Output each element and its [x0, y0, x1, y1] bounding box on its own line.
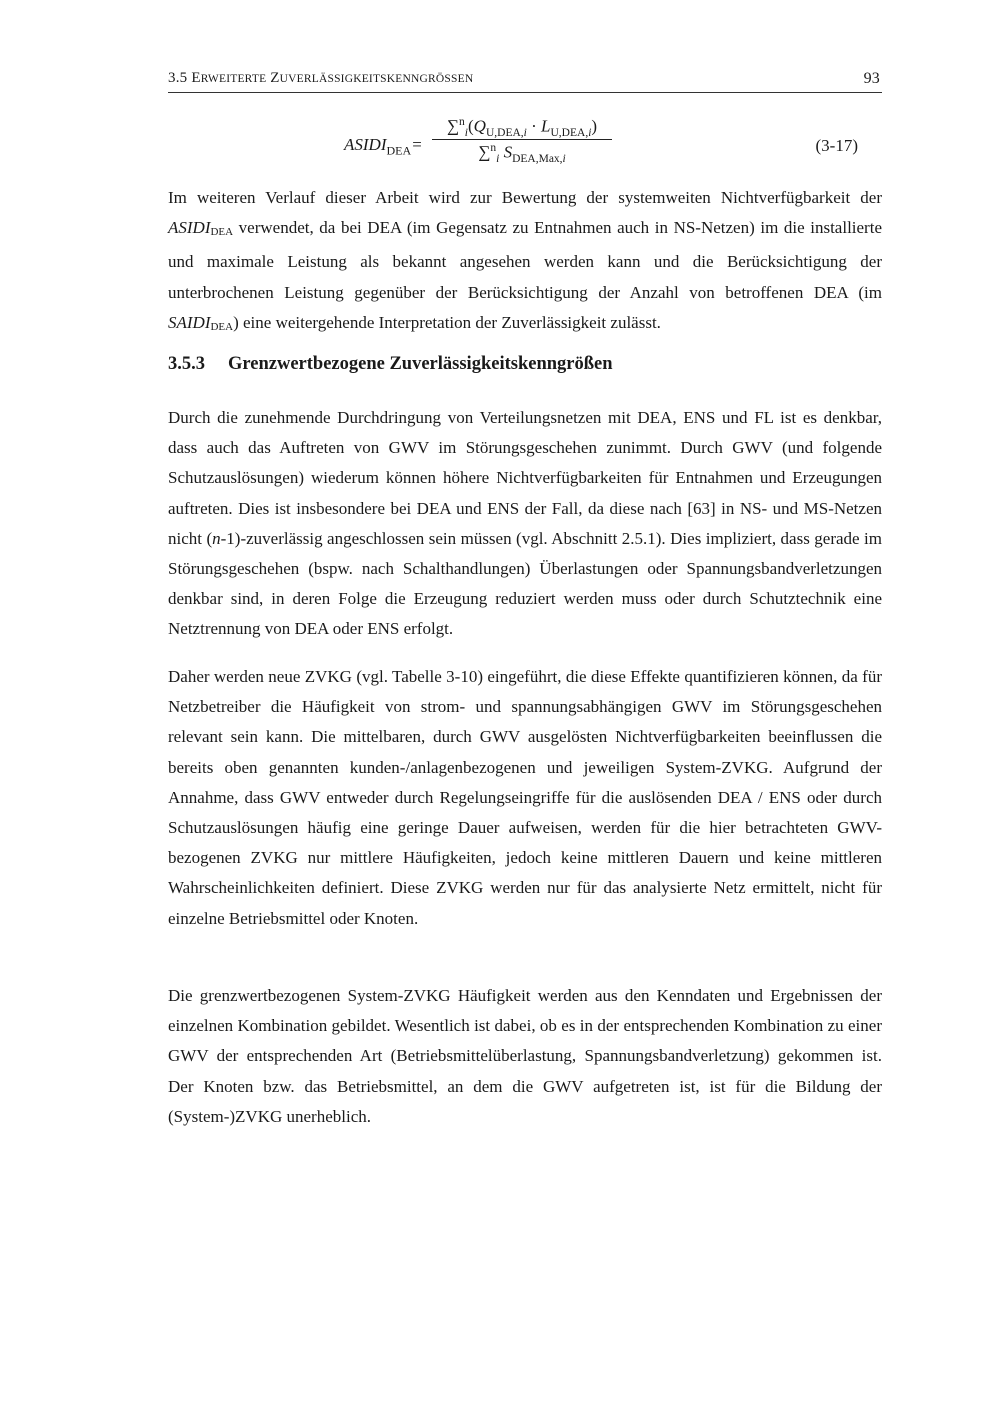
running-header: [168, 70, 882, 93]
section-number: 3.5.3: [168, 354, 205, 374]
equation-denominator: ∑$^n_i$ $S_{DEA,Max,i}$: [478, 142, 566, 166]
paragraph-asidi: Im weiteren Verlauf dieser Arbeit wird zur Bewertung der systemweiten Nichtverfügbarkeit der $ASIDI_{DEA}$ verwendet, da bei DEA (im Gegensatz zu Entnahmen auch in NS-Netzen) im die installierte und maximale Leistung als bekannt angesehen werden kann und die Berücksichtigung der unterbrochenen Leistung gegenüber der Berücksichtigung der Anzahl von betroffenen DEA (im $SAIDI_{DEA}$) eine weitergehende Interpretation der Zuverlässigkeit zulässt.: [168, 188, 882, 333]
equation-fraction: [432, 116, 612, 164]
paragraph-system-zvkg: Die grenzwertbezogenen System-ZVKG Häufigkeit werden aus den Kenndaten und Ergebnissen der einzelnen Kombination gebildet. Wesentlich ist dabei, ob es in der entsprechenden Kombination zu einer GWV der entsprechenden Art (Betriebsmittelüberlastung, Spannungsbandverletzung) gekommen ist. Der Knoten bzw. das Betriebsmittel, an dem die GWV aufgetreten ist, ist für die Bildung der (System-)ZVKG unerheblich.: [168, 986, 882, 1126]
paragraph-durchdringung: Durch die zunehmende Durchdringung von Verteilungsnetzen mit DEA, ENS und FL ist es denkbar, dass auch das Auftreten von GWV im Störungsgeschehen zunimmt. Durch GWV (und folgende Schutzauslösungen) wiederum können höhere Nichtverfügbarkeiten für Entnahmen und Erzeugungen auftreten. Dies ist insbesondere bei DEA und ENS der Fall, da diese nach [63] in NS- und MS-Netzen nicht (n-1)-zuverlässig angeschlossen sein müssen (vgl. Abschnitt 2.5.1). Dies impliziert, dass gerade im Störungsgeschehen (bspw. nach Schalthandlungen) Überlastungen oder Spannungsbandverletzungen denkbar sind, in deren Folge die Erzeugung reduziert werden muss oder durch Schutztechnik eine Netztrennung von DEA oder ENS erfolgt.: [168, 408, 882, 639]
header-title: 3.5 ERWEITERTE ZUVERLÄSSIGKEITSKENNGRÖSSEN: [168, 70, 474, 86]
equation-3-17: [168, 112, 882, 172]
section-title: Grenzwertbezogene Zuverlässigkeitskenngrößen: [228, 354, 613, 374]
equation-numerator: $\sum^n_i(Q_{U,DEA,i} \cdot L_{U,DEA,i})$: [432, 116, 612, 140]
paragraph-neue-zvkg: Daher werden neue ZVKG (vgl. Tabelle 3-10) eingeführt, die diese Effekte quantifizieren können, da für Netzbetreiber die Häufigkeit von strom- und spannungsabhängigen GWV im Störungsgeschehen relevant sein kann. Die mittelbaren, durch GWV ausgelösten Nichtverfügbarkeiten beeinflussen die bereits oben genannten kunden-/anlagenbezogenen und jeweiligen System-ZVKG. Aufgrund der Annahme, dass GWV entweder durch Regelungseingriffe für die auslösenden DEA / ENS oder durch Schutzauslösungen häufig eine geringe Dauer aufweisen, werden für die hier betrachteten GWV-bezogenen ZVKG nur mittlere Häufigkeiten, jedoch keine mittleren Dauern und keine mittleren Wahrscheinlichkeiten definiert. Diese ZVKG werden nur für das analysierte Netz ermittelt, nicht für einzelne Betriebsmittel oder Knoten.: [168, 667, 882, 928]
equation-lhs: $ASIDI_{DEA}=$: [344, 135, 423, 158]
equation-number: (3-17): [815, 136, 858, 155]
section-heading: [168, 354, 882, 375]
page-number: 93: [863, 70, 880, 87]
